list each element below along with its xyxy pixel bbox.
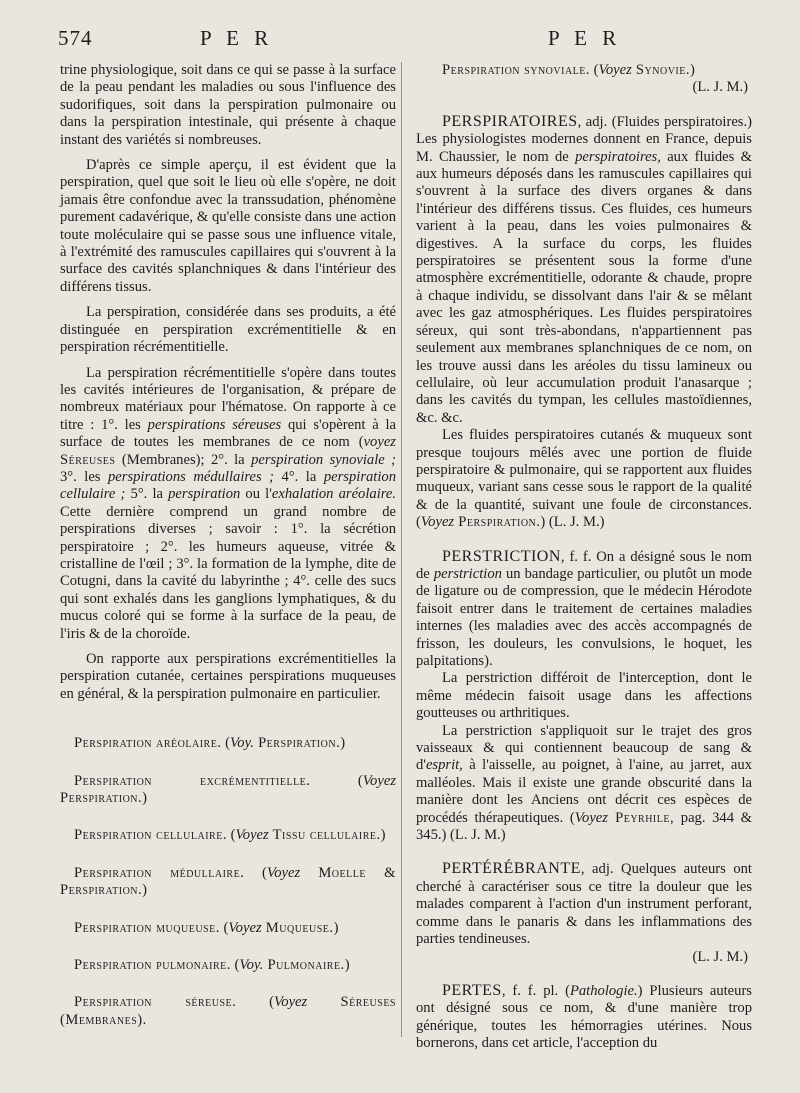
cross-reference: Perspiration muqueuse. (Voyez Muqueuse.) [74, 919, 339, 936]
cross-reference: Perspiration séreuse. (Voyez Séreuses (Membranes). [60, 994, 396, 1028]
paragraph: La perstriction différoit de l'interception, dont le même médecin faisoit usage dans les affections goutteuses ou arthritiques. [416, 670, 752, 722]
cross-reference: Perspiration excrémentitielle. (Voyez Perspiration.) [60, 772, 396, 807]
cross-reference: Perspiration synoviale. (Voyez Synovie.) [442, 62, 695, 78]
cross-reference: Perspiration aréolaire. (Voy. Perspiration.) [74, 735, 346, 752]
cross-reference: Perspiration cellulaire. (Voyez Tissu cellulaire.) [74, 827, 386, 844]
entry-perspiratoires: PERSPIRATOIRES, adj. (Fluides perspiratoires.) Les physiologistes modernes donnent en France, depuis M. Chaussier, le nom de perspiratoires, aux fluides & aux humeurs déposés dans les ramuscules capillaires qui s'ouvrent à la surface des divers organes & dans l'intérieur des différens tissus. Ces fluides, ces humeurs varient à la peau, dans les voies pulmonaires & digestives. A la surface du corps, les fluides perspiratoires se présentent sous la forme d'une atmosphère excrémentitielle, odorante & chaude, propre à chaque individu, se dissolvant dans l'air & se mêlant avec les gaz atmosphériques. Les fluides perspiratoires séreux, qui sont très-abondans, n'appartiennent pas seulement aux membranes splanchniques de ce nom, on les trouve aussi dans les aréoles du tissu lamineux ou cellulaire, où leur accumulation produit l'anasarque ; dans les cavités du tympan, les cellules mastoïdiennes, &c. &c. [416, 112, 752, 426]
paragraph: La perspiration, considérée dans ses produits, a été distinguée en perspiration excrémentitielle & en perspiration récrémentitielle. [60, 304, 396, 356]
entry-perstriction: PERSTRICTION, f. f. On a désigné sous le nom de perstriction un bandage particulier, ou plutôt un mode de ligature ou de compression, que le médecin Hérodote faisoit entrer dans le traitement de certaines maladies internes (les maladies avec des accès accompagnés de frisson, les douleurs, les convulsions, le hoquet, les palpitations). [416, 547, 752, 669]
entry-headword: PERSPIRATOIRES [442, 112, 578, 130]
paragraph: La perstriction s'appliquoit sur le trajet des gros vaisseaux & qui contiennent beaucoup de sang & d'esprit, à l'aisselle, au poignet, à l'aine, au jarret, aux malléoles. Mais il existe une grande obscurité dans la manière dont les Anciens ont décrit ces espèces de procédés thérapeutiques. (Voyez Peyrhile, pag. 344 & 345.) (L. J. M.) [416, 722, 752, 844]
entry-headword: PERSTRICTION [442, 547, 561, 565]
column-divider [401, 62, 402, 1037]
page-number: 574 [58, 26, 93, 50]
author-signature: (L. J. M.) [692, 948, 748, 965]
entry-headword: PERTÉRÉBRANTE [442, 860, 581, 878]
running-head-left: P E R [200, 26, 274, 50]
entry-pertes: PERTES, f. f. pl. (Pathologie.) Plusieurs auteurs ont désigné sous ce nom, & d'une manière trop générique, toutes les hémorragies utérines. Nous bornerons, dans cet article, l'acception du [416, 981, 752, 1052]
cross-reference: Perspiration médullaire. (Voyez Moelle & Perspiration.) [60, 864, 396, 899]
author-signature: (L. J. M.) [692, 79, 748, 96]
paragraph: On rapporte aux perspirations excrémentitielles la perspiration cutanée, certaines perspirations muqueuses en général, & la perspiration pulmonaire en particulier. [60, 651, 396, 702]
running-head-right: P E R [548, 26, 622, 50]
paragraph: La perspiration récrémentitielle s'opère dans toutes les cavités intérieures de l'organisation, & prépare de nombreux matériaux pour l'hématose. On rapporte à ce titre : 1°. les perspirations séreuses qui s'opèrent à la surface de toutes les membranes de ce nom (voyez Séreuses (Membranes); 2°. la perspiration synoviale ; 3°. les perspirations médullaires ; 4°. la perspiration cellulaire ; 5°. la perspiration ou l'exhalation aréolaire. Cette dernière comprend un grand nombre de perspirations diverses ; savoir : 1°. la sécrétion perspiratoire ; 2°. les humeurs aqueuse, vitrée & cristalline de l'œil ; 3°. la formation de la lymphe, dite de Cotugni, dans la cavité du labyrinthe ; 4°. celle des sucs qui sont exhalés dans les ganglions lymphatiques, & du mucus coloré qui se forme à la surface de la peau, de l'iris & de la choroïde. [60, 364, 397, 642]
paragraph: D'après ce simple aperçu, il est évident que la perspiration, quel que soit le lieu où elle s'opère, ne doit jamais être confondue avec la transsudation, phénomène purement cadavérique, & qu'elle consiste dans une action toute moléculaire qui se passe sous une influence vitale, à l'extrémité des ramuscules capillaires qui s'ouvrent à la surface des cavités splanchniques & dans l'intérieur des différens tissus. [60, 157, 396, 295]
entry-perterebrante: PERTÉRÉBRANTE, adj. Quelques auteurs ont cherché à caractériser sous ce titre la douleur que les malades comparent à l'action d'un instrument perforant, comme dans le panaris & dans les inflammations des parties tendineuses. [416, 860, 752, 948]
paragraph: Les fluides perspiratoires cutanés & muqueux sont presque toujours mêlés avec une portion de fluide perspiratoire & pulmonaire, qui se rapportent aux fluides muqueux, variant sans cesse sous le rapport de la qualité & de la quantité, suivant une foule de circonstances. (Voyez Perspiration.) (L. J. M.) [416, 427, 752, 531]
right-column [416, 62, 752, 1053]
paragraph: trine physiologique, soit dans ce qui se passe à la surface de la peau pendant les maladies ou sous l'influence des sudorifiques, soit dans la perspiration pulmonaire ou dans la perspiration intestinale, qui présente à chaque instant des variétés si nombreuses. [60, 62, 396, 148]
left-column [60, 62, 396, 1029]
entry-headword: PERTES [442, 981, 502, 999]
cross-reference: Perspiration pulmonaire. (Voy. Pulmonaire.) [74, 957, 350, 974]
